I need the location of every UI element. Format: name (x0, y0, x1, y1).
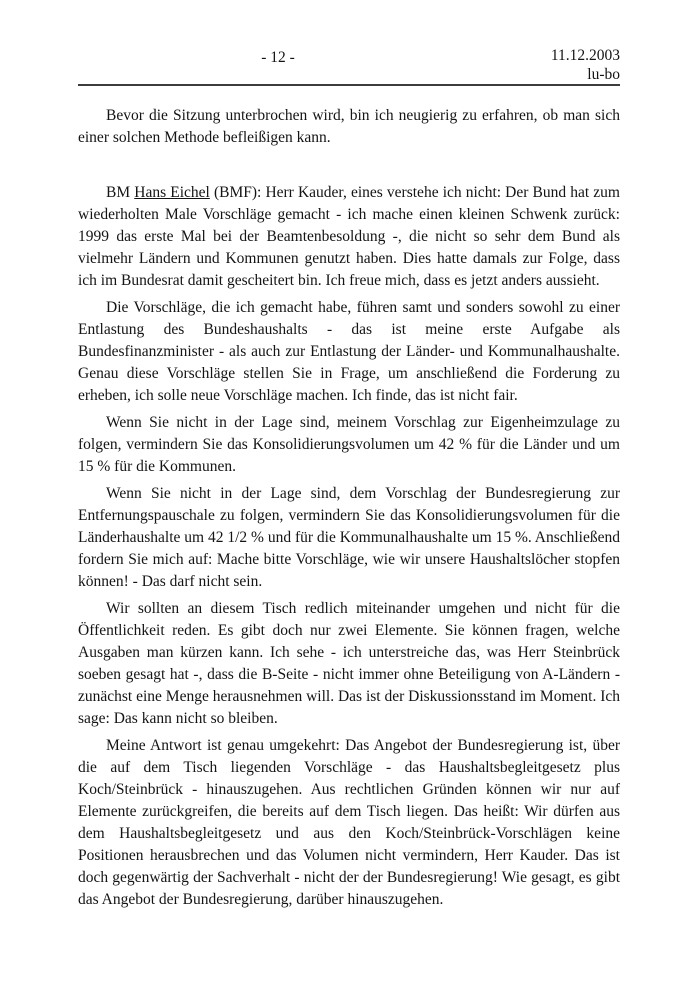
header-right-block (551, 46, 620, 84)
header-date: 11.12.2003 (550, 47, 620, 64)
header-rule (78, 84, 620, 86)
paragraph-intro: Bevor die Sitzung unterbrochen wird, bin ich neugierig zu erfahren, ob man sich einer solchen Methode befleißigen kann. (78, 107, 620, 146)
page-header (78, 46, 620, 84)
document-body (78, 105, 620, 916)
paragraph-entfernungspauschale: Wenn Sie nicht in der Lage sind, dem Vorschlag der Bundesregierung zur Entfernungspauschale zu folgen, vermindern Sie das Konsolidierungsvolumen für die Länderhaushalte um 42 1/2 % und für die Kommunalhaushalte um 15 %. Anschließend fordern Sie mich auf: Mache bitte Vorschläge, wie wir unsere Haushaltslöcher stopfen können! - Das darf nicht sein. (78, 485, 620, 590)
speaker-role: BM (106, 184, 135, 201)
paragraph-vorschlaege: Die Vorschläge, die ich gemacht habe, führen samt und sonders sowohl zu einer Entlastung des Bundeshaushalts - das ist meine erste Aufgabe als Bundesfinanzminister - als auch zur Entlastung der Länder- und Kommunalhaushalte. Genau diese Vorschläge stellen Sie in Frage, um anschließend die Forderung zu erheben, ich solle neue Vorschläge machen. Ich finde, das ist nicht fair. (78, 299, 620, 404)
header-author-code: lu-bo (587, 66, 620, 83)
paragraph-antwort: Meine Antwort ist genau umgekehrt: Das Angebot der Bundesregierung ist, über die auf dem Tisch liegenden Vorschläge - das Haushaltsbegleitgesetz plus Koch/Steinbrück - hinauszugehen. Aus rechtlichen Gründen können wir nur auf Elemente zurückgreifen, die bereits auf dem Tisch liegen. Das heißt: Wir dürfen aus dem Haushaltsbegleitgesetz und aus den Koch/Steinbrück-Vorschlägen keine Positionen herausbrechen und das Volumen nicht vermindern, Herr Kauder. Das ist doch gegenwärtig der Sachverhalt - nicht der der Bundesregierung! Wie gesagt, es gibt das Angebot der Bundesregierung, darüber hinauszugehen. (78, 737, 620, 908)
speaker-text: (BMF): Herr Kauder, eines verstehe ich nicht: Der Bund hat zum wiederholten Male Vorschläge gemacht - ich mache einen kleinen Schwenk zurück: 1999 das erste Mal bei der Beamtenbesoldung -, die nicht so sehr dem Bund als vielmehr Ländern und Kommunen genutzt haben. Dies hatte damals zur Folge, dass ich im Bundesrat damit gescheitert bin. Ich freue mich, dass es jetzt anders aussieht. (78, 184, 620, 289)
page-number: - 12 - (261, 49, 295, 66)
speaker-name: Hans Eichel (134, 184, 210, 201)
paragraph-eigenheimzulage: Wenn Sie nicht in der Lage sind, meinem Vorschlag zur Eigenheimzulage zu folgen, vermindern Sie das Konsolidierungsvolumen um 42 % für die Länder und um 15 % für die Kommunen. (78, 414, 620, 475)
paragraph-redlich-umgehen: Wir sollten an diesem Tisch redlich miteinander umgehen und nicht für die Öffentlichkeit reden. Es gibt doch nur zwei Elemente. Sie können fragen, welche Ausgaben man kürzen kann. Ich sehe - ich unterstreiche das, was Herr Steinbrück soeben gesagt hat -, dass die B-Seite - nicht immer ohne Beteiligung von A-Ländern - zunächst eine Menge herausnehmen will. Das ist der Diskussionsstand im Moment. Ich sage: Das kann nicht so bleiben. (78, 600, 620, 727)
paragraph-speaker (78, 182, 620, 292)
